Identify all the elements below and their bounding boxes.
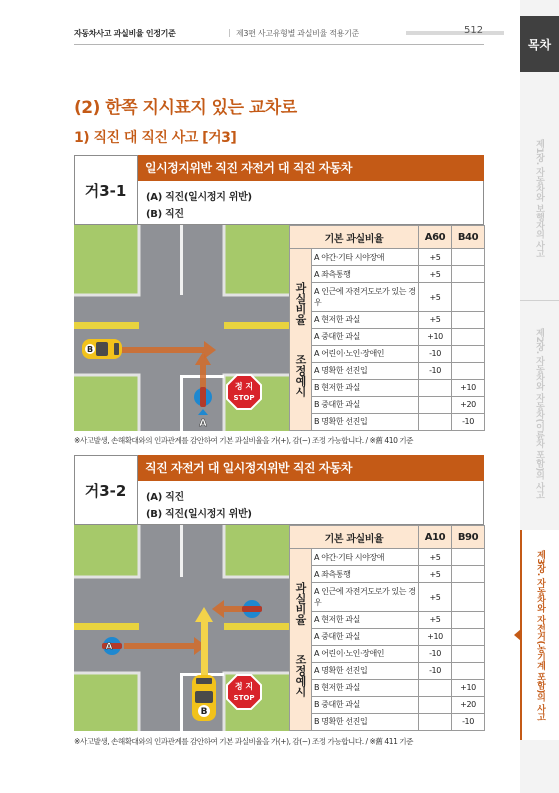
a-ratio-header: A60 xyxy=(419,226,452,249)
adjust-a: +5 xyxy=(419,612,452,629)
case-title: 일시정지위반 직진 자전거 대 직진 자동차 xyxy=(138,155,484,181)
adjust-label-top: 과실비율 xyxy=(294,582,307,625)
party-a: (A) 직진 xyxy=(146,492,184,503)
adjust-item: A 어린이·노인·장애인 xyxy=(312,645,419,662)
car-b-path-arrow xyxy=(114,347,204,353)
adjust-side-label xyxy=(290,249,312,431)
grass-sw xyxy=(74,673,139,731)
grass-nw xyxy=(74,225,139,295)
adjust-label-top: 과실비율 xyxy=(294,282,307,325)
car-b xyxy=(192,675,216,721)
adjust-b xyxy=(452,362,485,379)
side-tab-chapter-3[interactable] xyxy=(520,530,559,740)
intersection-diagram xyxy=(74,225,289,431)
base-ratio-label: 기본 과실비율 xyxy=(290,226,419,249)
stop-sign-text-en: STOP xyxy=(233,694,255,702)
toc-tab[interactable]: 목차 xyxy=(520,16,559,72)
adjust-item: B 중대한 과실 xyxy=(312,696,419,713)
adjust-a: +10 xyxy=(419,328,452,345)
adjust-item: A 야간·기타 시야장애 xyxy=(312,249,419,266)
adjust-b xyxy=(452,583,485,612)
adjust-item: B 현저한 과실 xyxy=(312,379,419,396)
adjust-b: -10 xyxy=(452,413,485,430)
side-tab-chapter-1[interactable]: 제1장. 자동차와 보행자의 사고 xyxy=(534,138,544,258)
adjust-a: +5 xyxy=(419,583,452,612)
adjust-item: A 어린이·노인·장애인 xyxy=(312,345,419,362)
adjust-a xyxy=(419,696,452,713)
adjust-b: +10 xyxy=(452,679,485,696)
grass-nw xyxy=(74,525,139,577)
header-separator: | xyxy=(228,28,231,37)
base-ratio-label: 기본 과실비율 xyxy=(290,526,419,549)
fault-ratio-table xyxy=(289,225,485,431)
adjust-a: -10 xyxy=(419,345,452,362)
subsection-title: 1) 직진 대 직진 사고 [거3] xyxy=(74,130,237,146)
adjust-item: A 좌측통행 xyxy=(312,266,419,283)
adjust-item: A 현저한 과실 xyxy=(312,312,419,329)
adjust-label-bottom: 조정예시 xyxy=(294,654,307,697)
adjust-item: A 야간·기타 시야장애 xyxy=(312,549,419,566)
adjust-b xyxy=(452,566,485,583)
fault-ratio-table xyxy=(289,525,485,731)
side-tab-chapter-3-label: 제3장. 자동차와 자전거(농기계 포함)의 사고 xyxy=(535,549,545,721)
side-tab-chapter-2[interactable]: 제2장. 자동차와 자동차(이륜차 포함)의 사고 xyxy=(534,327,544,499)
party-b: (B) 직진(일시정지 위반) xyxy=(146,509,252,520)
header-divider xyxy=(74,44,484,45)
grass-ne xyxy=(224,525,289,577)
grass-ne xyxy=(224,225,289,295)
adjust-b xyxy=(452,345,485,362)
cyclist-a-label: A xyxy=(199,418,207,429)
adjust-item: A 명확한 선진입 xyxy=(312,362,419,379)
adjust-b xyxy=(452,662,485,679)
stop-sign-text-en: STOP xyxy=(233,394,255,402)
case-3-1 xyxy=(74,155,484,431)
adjust-a xyxy=(419,713,452,730)
adjust-item: A 현저한 과실 xyxy=(312,612,419,629)
case-note: ※사고발생, 손해확대와의 인과관계를 감안하여 기본 과실비율을 가(+), 감(−) 조정 가능합니다. / ※舊 410 기준 xyxy=(74,436,413,445)
adjust-b xyxy=(452,266,485,283)
a-ratio-header: A10 xyxy=(419,526,452,549)
grass-sw xyxy=(74,375,139,431)
adjust-a: +5 xyxy=(419,266,452,283)
adjust-a: +5 xyxy=(419,566,452,583)
intersection-diagram xyxy=(74,525,289,731)
adjust-a: +5 xyxy=(419,283,452,312)
stop-sign-icon xyxy=(227,675,261,709)
adjust-a xyxy=(419,679,452,696)
adjust-a: -10 xyxy=(419,662,452,679)
page-header xyxy=(60,25,492,41)
adjust-a xyxy=(419,413,452,430)
adjust-b xyxy=(452,612,485,629)
cyclist-a-path-arrow xyxy=(124,643,194,649)
adjust-item: B 중대한 과실 xyxy=(312,396,419,413)
adjust-a: +5 xyxy=(419,549,452,566)
adjust-a: +5 xyxy=(419,312,452,329)
adjust-b: +20 xyxy=(452,396,485,413)
adjust-item: B 현저한 과실 xyxy=(312,679,419,696)
car-b xyxy=(82,339,122,359)
adjust-b xyxy=(452,328,485,345)
party-b: (B) 직진 xyxy=(146,209,184,220)
cyclist-a-label: A xyxy=(105,642,113,652)
book-title: 자동차사고 과실비율 인정기준 xyxy=(74,29,176,38)
adjust-item: A 중대한 과실 xyxy=(312,628,419,645)
adjust-item: A 인근에 자전거도로가 있는 경우 xyxy=(312,283,419,312)
section-title: (2) 한쪽 지시표지 있는 교차로 xyxy=(74,98,297,118)
adjust-item: B 명확한 선진입 xyxy=(312,713,419,730)
adjust-item: A 명확한 선진입 xyxy=(312,662,419,679)
page-number: 512 xyxy=(464,25,484,36)
case-title: 직진 자전거 대 일시정지위반 직진 자동차 xyxy=(138,455,484,481)
car-b-label: B xyxy=(86,345,94,354)
side-tab-divider xyxy=(520,300,559,301)
b-ratio-header: B40 xyxy=(452,226,485,249)
adjust-b xyxy=(452,549,485,566)
stop-sign-text-ko: 정 지 xyxy=(234,682,254,691)
adjust-b xyxy=(452,312,485,329)
active-tab-arrow-icon xyxy=(514,629,521,641)
party-a: (A) 직진(일시정지 위반) xyxy=(146,192,252,203)
adjust-b xyxy=(452,645,485,662)
case-id: 거3-1 xyxy=(74,155,138,225)
adjust-side-label xyxy=(290,549,312,731)
header-bar xyxy=(406,31,504,35)
adjust-b: +10 xyxy=(452,379,485,396)
adjust-b xyxy=(452,283,485,312)
car-b-label: B xyxy=(200,707,208,717)
adjust-b xyxy=(452,249,485,266)
chapter-title: 제3편 사고유형별 과실비율 적용기준 xyxy=(236,29,359,38)
adjust-a: -10 xyxy=(419,362,452,379)
adjust-a xyxy=(419,379,452,396)
b-ratio-header: B90 xyxy=(452,526,485,549)
adjust-item: A 인근에 자전거도로가 있는 경우 xyxy=(312,583,419,612)
adjust-item: A 좌측통행 xyxy=(312,566,419,583)
adjust-item: B 명확한 선진입 xyxy=(312,413,419,430)
adjust-b: +20 xyxy=(452,696,485,713)
case-3-2 xyxy=(74,455,484,731)
stop-sign-icon xyxy=(227,375,261,409)
adjust-b: -10 xyxy=(452,713,485,730)
case-note: ※사고발생, 손해확대와의 인과관계를 감안하여 기본 과실비율을 가(+), 감(−) 조정 가능합니다. / ※舊 411 기준 xyxy=(74,737,413,746)
stop-sign-text-ko: 정 지 xyxy=(234,382,254,391)
adjust-item: A 중대한 과실 xyxy=(312,328,419,345)
adjust-a: +5 xyxy=(419,249,452,266)
adjust-label-bottom: 조정예시 xyxy=(294,354,307,397)
adjust-a: +10 xyxy=(419,628,452,645)
case-id: 거3-2 xyxy=(74,455,138,525)
adjust-b xyxy=(452,628,485,645)
adjust-a: -10 xyxy=(419,645,452,662)
adjust-a xyxy=(419,396,452,413)
